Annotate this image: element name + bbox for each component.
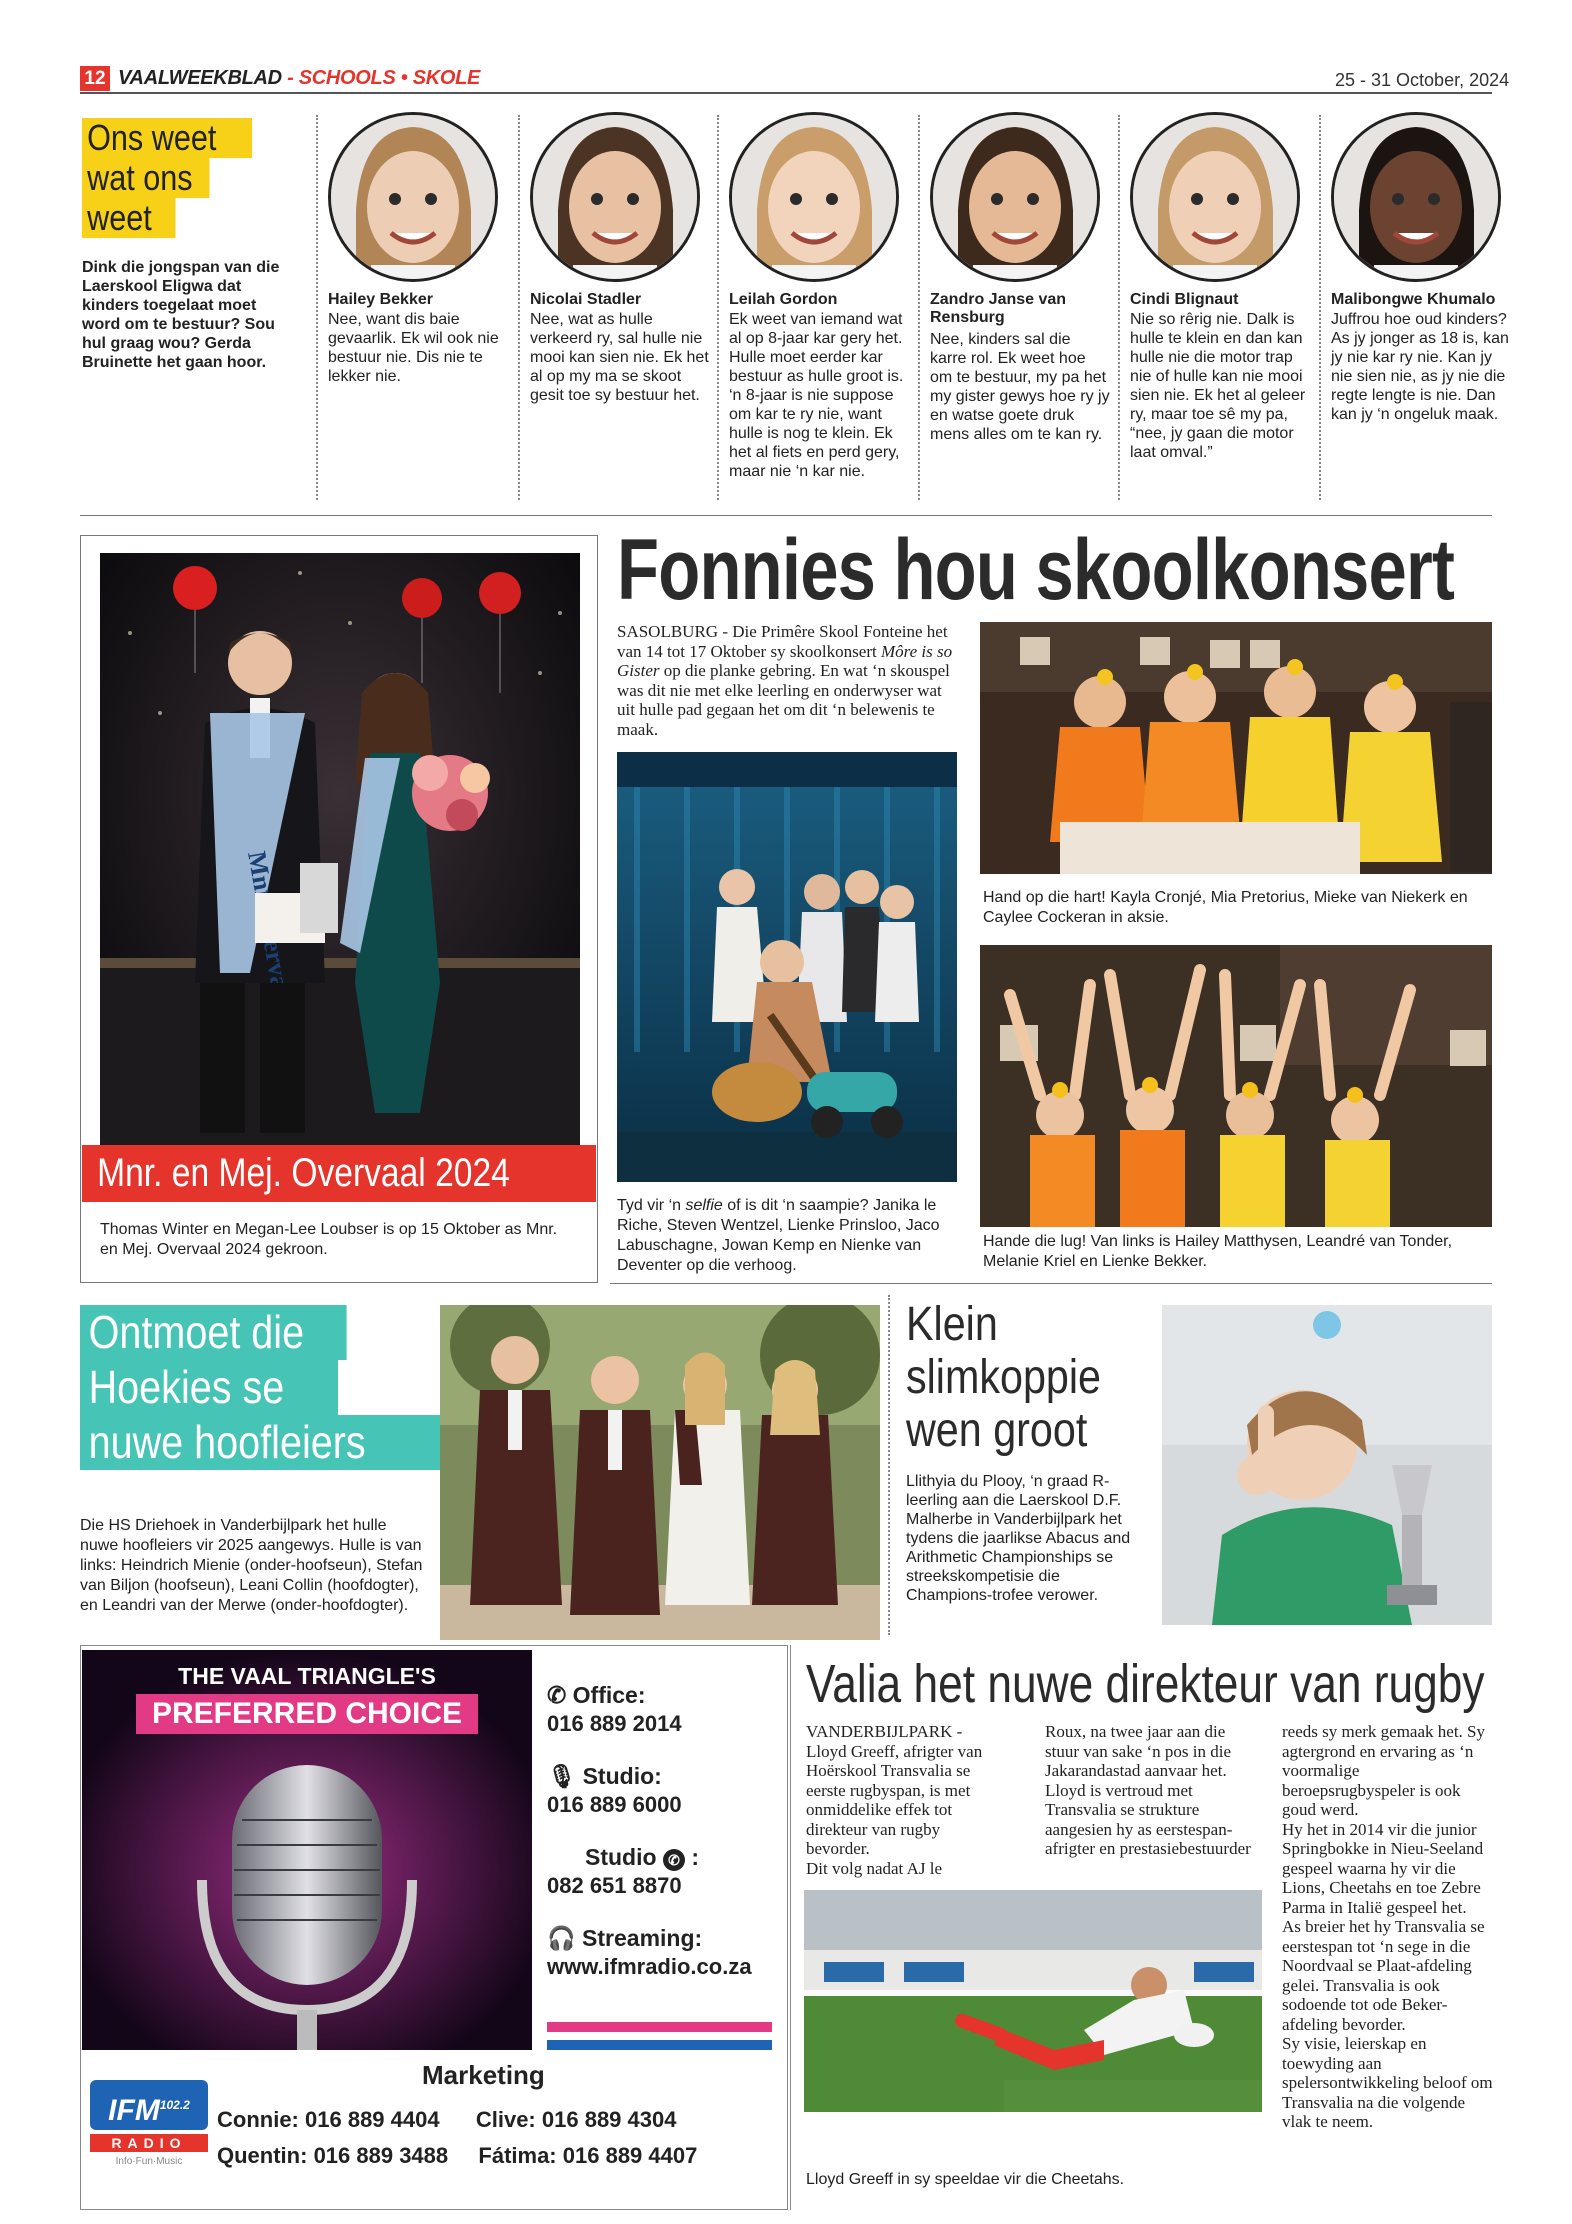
hoekies-title-line: nuwe hoofleiers [80,1415,450,1470]
slimkoppie-body: Llithyia du Plooy, ‘n graad R-leerling aan die Laerskool D.F. Malherbe in Vanderbijlpark het tydens die jaarlikse Abacus and Arithmetic Championships se streekskompetisie die Champions-trofee verower. [906,1473,1131,1604]
mid-rule [610,1283,1492,1284]
advert-contacts [547,1682,786,1980]
vox-title-line: Ons weet [82,118,252,158]
konsert-body [617,622,960,739]
kid-portrait [328,112,498,282]
sash-text: Mnr Overvaal [242,849,299,1011]
kid-portrait [729,112,899,282]
office-label: Office: [572,1682,646,1708]
rugby-caption: Lloyd Greeff in sy speeldae vir die Cheetahs. [806,2171,1125,2188]
hoekies-title-line: Hoekies se [80,1360,338,1415]
contact-row [217,2138,786,2174]
hearts-photo-illustration [980,622,1492,874]
slimkoppie-divider [888,1295,890,1635]
studio2-suffix: : [691,1844,699,1870]
marketing-title: Marketing [422,2060,545,2090]
konsert-show-title: Môre is so Gister [617,641,953,680]
rugby-divider [790,1645,791,2210]
office-number: 016 889 2014 [547,1711,682,1736]
masthead [118,67,480,90]
kid-face [1133,115,1297,279]
vox-title-line: weet [82,198,176,238]
studio-line [547,1763,786,1790]
stage-caption-lead: Tyd vir ‘n [617,1197,686,1214]
kid-quote: Juffrou hoe oud kinders? As jy jonger as 18 is, kan jy nie kar ry nie. Kan jy nie sien nie, as jy nie die regte lengte is nie. Dan kan jy ‘n ongeluk maak. [1331,311,1509,423]
overvaal-photo-illustration [100,553,580,1150]
konsert-hearts-photo [980,622,1492,874]
vox-column-divider [1118,115,1120,500]
office-line [547,1682,786,1709]
advert-top-line-1: THE VAAL TRIANGLE'S [178,1663,436,1689]
overvaal-photo [100,553,580,1150]
paper-name: VAALWEEKBLAD [118,67,282,89]
ifm-logo-tagline: Info·Fun·Music [115,2156,183,2167]
vox-column-divider [518,115,520,500]
ifm-logo-radio: RADIO [90,2134,208,2152]
hoekies-photo [440,1305,880,1640]
kid-face [1334,115,1498,279]
issue-date: 25 - 31 October, 2024 [1335,70,1510,90]
advert-stripe-blue [547,2040,772,2050]
rugby-col-3: reeds sy merk gemaak het. Sy agtergrond en ervaring as ‘n voormalige beroepsrugbyspeler is ook goud werd. Hy het in 2014 vir die junior Springbokke in Nieu-Seeland gespeel waarna hy vir die Lions, Cheetahs en toe Zebre Parma in Italië gespeel het. As breier het hy Transvalia se eerstespan tot ‘n sege in die Noordvaal se Plaat-afdeling gelei. Transvalia is ook sodoende tot ode Beker-afdeling bevorder. Sy visie, leierskap en toewyding aan spelersontwikkeling beloof om Transvalia na die volgende vlak te neem. [1282,1722,1493,2131]
contact-row [217,2102,786,2138]
ifm-logo-mark [90,2080,208,2130]
studio-number: 016 889 6000 [547,1792,682,1817]
header-rule [80,92,1492,94]
slimkoppie-photo [1162,1305,1492,1625]
overvaal-banner-text: Mnr. en Mej. Overvaal 2024 [97,1151,510,1195]
kid-portrait [930,112,1100,282]
kid-name: Malibongwe Khumalo [1331,291,1496,308]
konsert-body-lead: SASOLBURG - Die Primêre Skool Fonteine het van 14 tot 17 Oktober sy skoolkonsert [617,622,948,661]
hoekies-body: Die HS Driehoek in Vanderbijlpark het hulle nuwe hoofleiers vir 2025 aangewys. Hulle is van links: Heindrich Mienie (onder-hoofseun), Stefan van Biljon (hoofseun), Leani Collin (hoofdogter), en Leandri van der Merwe (onder-hoofdogter). [80,1517,423,1614]
konsert-headline: Fonnies hou skoolkonsert [617,522,1455,618]
kid-portrait [1331,112,1501,282]
kid-name: Leilah Gordon [729,291,838,308]
contact-name: Connie: [217,2107,299,2132]
vox-title-line: wat ons [82,158,210,198]
kid-quote: Nee, kinders sal die karre rol. Ek weet hoe om te bestuur, my pa het my gister gewys hoe ry jy en watse goete druk mens alles om te kan ry. [930,331,1110,443]
vox-bottom-rule [80,515,1492,516]
radio-advert [82,1650,786,2205]
marketing-contacts [217,2102,786,2174]
slimkoppie-photo-illustration [1162,1305,1492,1625]
hoekies-title-line: Ontmoet die [80,1305,347,1360]
vox-column-divider [918,115,920,500]
konsert-hands-photo [980,945,1492,1227]
kid-face [732,115,896,279]
kid-quote: Nee, wat as hulle verkeerd ry, sal hulle nie mooi kan sien nie. Ek het al op my ma se skoot gesit toe sy bestuur het. [530,311,709,404]
kid-name: Hailey Bekker [328,291,433,308]
streaming-url: www.ifmradio.co.za [547,1954,752,1979]
contact-number: 016 889 4407 [562,2143,698,2168]
contact-number: 016 889 4304 [541,2107,677,2132]
section-separator: - [281,67,299,89]
rugby-headline: Valia het nuwe direkteur van rugby [806,1654,1485,1714]
advert-top-banner [82,1662,532,1734]
vox-pop-title [82,118,282,238]
slimkoppie-title [906,1298,1101,1457]
kid-quote: Nee, want dis baie gevaarlik. Ek wil ook nie bestuur nie. Dis nie te lekker nie. [328,311,499,385]
vox-column-divider [717,115,719,500]
kid-portrait [1130,112,1300,282]
studio-label: Studio: [582,1763,662,1789]
rugby-photo-illustration [804,1890,1262,2112]
advert-top-line-2: PREFERRED CHOICE [136,1694,478,1734]
konsert-stage-photo [617,752,957,1182]
ifm-logo-frequency: 102.2 [159,2098,190,2112]
hands-photo-illustration [980,945,1492,1227]
ifm-logo [90,2080,208,2195]
rugby-col-1: VANDERBIJLPARK - Lloyd Greeff, afrigter van Hoërskool Transvalia se eerste rugbyspan, is met onmiddelike effek tot direkteur van rugby bevorder. Dit volg nadat AJ le [806,1722,983,1878]
kid-name: Zandro Janse van Rensburg [930,291,1067,326]
rugby-col-2: Roux, na twee jaar aan die stuur van sake ‘n pos in die Jakarandastad aanvaar het. Lloyd is vertroud met Transvalia se strukture aangesien hy as eerstespan-afrigter en prestasiebestuurder [1045,1722,1251,1858]
contact-name: Clive: [475,2107,536,2132]
whatsapp-icon: ✆ [663,1849,685,1871]
kid-face [331,115,495,279]
contact-name: Fátima: [478,2143,557,2168]
kid-quote: Nie so rêrig nie. Dalk is hulle te klein en dan kan hulle nie die motor trap nie of hulle kan nie mooi sien nie. Ek het al geleer ry, maar toe sê my pa, “nee, jy gaan die motor laat omval.” [1130,311,1306,461]
kid-face [533,115,697,279]
kid-name: Nicolai Stadler [530,291,642,308]
headphones-icon: 🎧 [547,1925,576,1951]
konsert-hands-caption: Hande die lug! Van links is Hailey Matthysen, Leandré van Tonder, Melanie Kriel en Lienke Bekker. [983,1233,1453,1270]
overvaal-caption: Thomas Winter en Megan-Lee Loubser is op 15 Oktober as Mnr. en Mej. Overvaal 2024 gekroon. [100,1221,558,1258]
studio2-number: 082 651 8870 [547,1873,682,1898]
ifm-logo-text: IFM [108,2094,160,2127]
stage-caption-rest: of is dit ‘n saampie? Janika le Riche, Steven Wentzel, Lienke Prinsloo, Jaco Labuschagne, Jowan Kemp en Nienke van Deventer op die verhoog. [617,1197,940,1274]
vox-column-divider [1319,115,1321,500]
page-number: 12 [80,66,110,91]
vox-pop-intro: Dink die jongspan van die Laerskool Eligwa dat kinders toegelaat moet word om te bestuur? Sou hul graag wou? Gerda Bruinette het gaan hoor. [82,259,280,371]
streaming-label: Streaming: [582,1925,703,1951]
stage-photo-illustration [617,752,957,1182]
phone-icon: ✆ [547,1682,567,1708]
slimkoppie-title-line: slimkoppie [906,1351,1102,1404]
rugby-photo [804,1890,1262,2112]
advert-stripe-pink [547,2022,772,2032]
kid-portrait [530,112,700,282]
hoekies-photo-illustration [440,1305,880,1640]
vox-column-divider [316,115,318,500]
section-name: SCHOOLS • SKOLE [298,67,481,89]
kid-name: Cindi Blignaut [1130,291,1239,308]
studio2-label: Studio [585,1844,657,1870]
streaming-line [547,1925,786,1952]
slimkoppie-title-line: wen groot [906,1404,1088,1457]
contact-name: Quentin: [217,2143,308,2168]
slimkoppie-title-line: Klein [906,1298,998,1351]
stage-caption-selfie: selfie [685,1197,723,1214]
kid-face [933,115,1097,279]
contact-number: 016 889 4404 [305,2107,440,2132]
contact-number: 016 889 3488 [313,2143,449,2168]
konsert-body-rest: op die planke gebring. En wat ‘n skouspel was dit nie met elke leerling en onderwyser wat uit hulle pad gegaan het om dit ‘n belewenis te maak. [617,661,950,739]
overvaal-banner [82,1145,596,1202]
studio2-line [547,1844,786,1871]
konsert-stage-caption [617,1196,962,1276]
mic-icon: 🎙 [547,1763,577,1789]
kid-quote: Ek weet van iemand wat al op 8-jaar kar gery het. Hulle moet eerder kar bestuur as hulle groot is. ‘n 8-jaar is nie suppose om kar te ry nie, want hulle is nog te klein. Ek het al fiets en perd gery, maar nie ‘n kar nie. [729,311,904,480]
konsert-hearts-caption: Hand op die hart! Kayla Cronjé, Mia Pretorius, Mieke van Niekerk en Caylee Cockeran in aksie. [983,889,1468,926]
